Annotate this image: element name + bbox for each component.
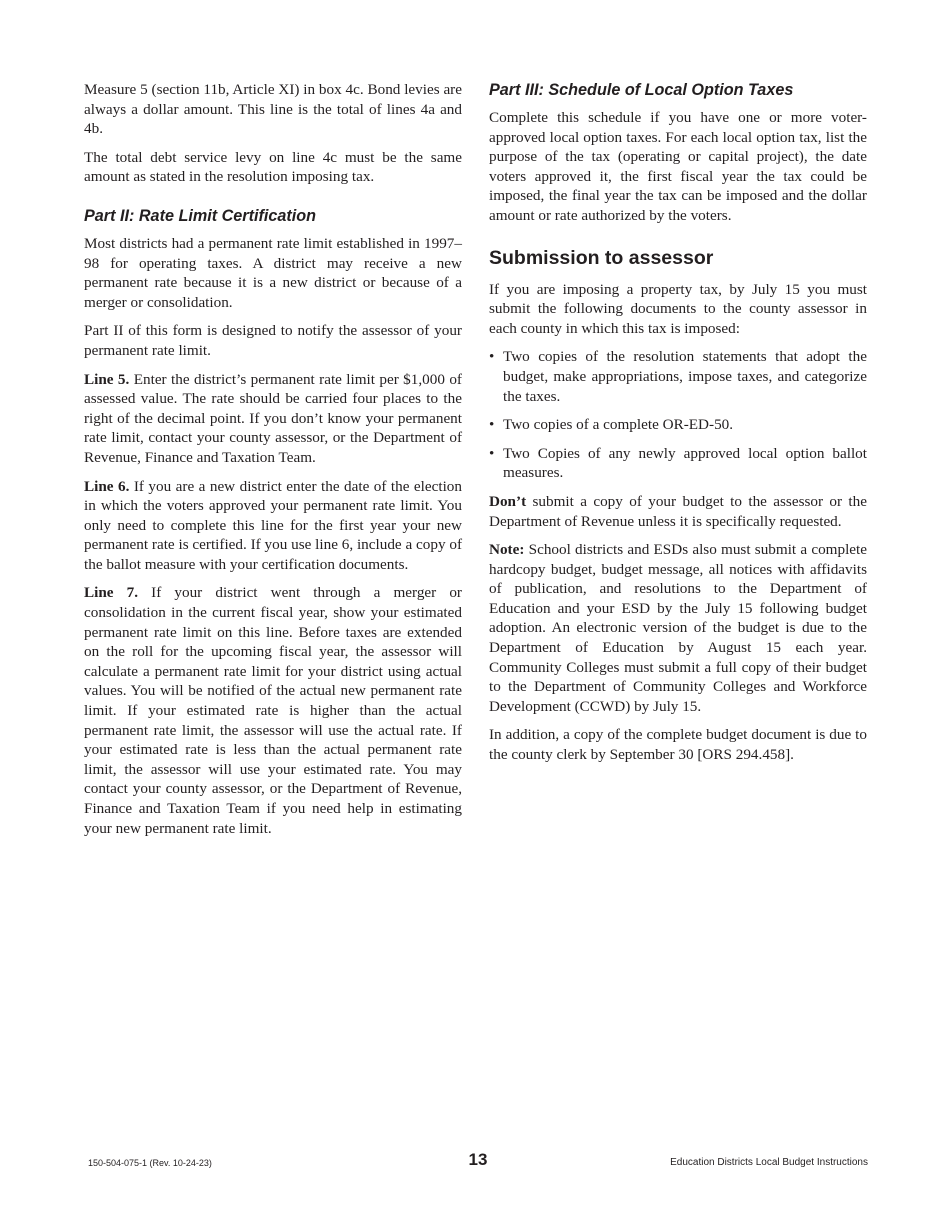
list-item: • Two copies of a complete OR-ED-50.	[489, 416, 734, 434]
part-3-heading: Part III: Schedule of Local Option Taxes	[489, 81, 794, 99]
line-7-label: Line 7.	[84, 584, 139, 602]
intro-paragraph-1: Measure 5 (section 11b, Article XI) in box 4c. Bond levies are always a dollar amount. This line is the total of lines 4a and 4b.	[84, 81, 462, 138]
part-2-paragraph-1: Most districts had a permanent rate limit established in 1997–98 for operating taxes. A district may receive a new permanent rate because it is a new district or because of a merger or consolidation.	[84, 234, 462, 311]
dont-text: submit a copy of your budget to the assessor or the Department of Revenue unless it is specifically requested.	[489, 492, 867, 530]
document-title: Education Districts Local Budget Instructions	[670, 1157, 868, 1168]
line-5-paragraph	[84, 370, 462, 468]
list-item: • Two copies of the resolution statements that adopt the budget, make appropriations, impose taxes, and categorize the taxes.	[489, 348, 867, 405]
list-item: • Two Copies of any newly approved local option ballot measures.	[489, 444, 867, 482]
bullet-icon: •	[489, 348, 495, 366]
line-7-paragraph	[84, 583, 462, 838]
line-6-text: If you are a new district enter the date of the election in which the voters approved your permanent rate limit. You only need to complete this line for the first year your new permanent rate is certified. If you use line 6, include a copy of the ballot measure with your certification documents.	[84, 477, 462, 573]
intro-paragraph-2: The total debt service levy on line 4c must be the same amount as stated in the resolution imposing tax.	[84, 148, 462, 186]
right-column	[489, 80, 867, 774]
bullet-icon: •	[489, 416, 495, 434]
page-number: 13	[468, 1150, 488, 1169]
form-number: 150-504-075-1 (Rev. 10-24-23)	[88, 1158, 212, 1168]
part-2-paragraph-2: Part II of this form is designed to notify the assessor of your permanent rate limit.	[84, 322, 462, 359]
note-paragraph	[489, 540, 867, 716]
submission-paragraph: If you are imposing a property tax, by July 15 you must submit the following documents to the county assessor in each county in which this tax is imposed:	[489, 280, 867, 337]
bullet-icon: •	[489, 444, 495, 462]
line-7-text: If your district went through a merger or consolidation in the current fiscal year, show your estimated permanent rate limit on this line. Before taxes are extended on the roll for the upcoming fiscal year, the assessor will calculate a permanent rate limit for your district using actual values. You will be notified of the actual new permanent rate limit. If your estimated rate is higher than the actual permanent rate limit, the assessor will use the actual rate. If your estimated rate is less than the actual permanent rate limit, the assessor will use your estimated rate. You may contact your county assessor, or the Department of Revenue, Finance and Taxation Team if you need help in estimating your new permanent rate limit.	[84, 584, 462, 837]
note-text: School districts and ESDs also must submit a complete hardcopy budget, budget message, all notices with affidavits of publication, and resolutions to the Department of Education and your ESD by the July 15 following budget adoption. An electronic version of the budget is due to the Department of Education by August 15 each year. Community Colleges must submit a full copy of their budget to the Department of Community Colleges and Workforce Development (CCWD) by July 15.	[489, 541, 867, 715]
part-2-heading: Part II: Rate Limit Certification	[84, 206, 317, 225]
submission-heading: Submission to assessor	[489, 246, 714, 269]
part-3-paragraph: Complete this schedule if you have one or more voter-approved local option taxes. For each local option tax, list the purpose of the tax (operating or capital project), the date voters approved it, the first fiscal year the tax could be imposed, the final year the tax can be imposed and the dollar amount or rate authorized by the voters.	[489, 109, 867, 224]
dont-paragraph	[489, 492, 867, 531]
submission-list	[489, 347, 867, 483]
note-label: Note:	[489, 541, 525, 559]
line-6-label: Line 6.	[84, 477, 130, 495]
page-footer	[88, 1150, 868, 1174]
line-5-text: Enter the district’s permanent rate limit per $1,000 of assessed value. The rate should be carried four places to the right of the decimal point. If you don’t know your permanent rate limit, contact your county assessor, or the Department of Revenue, Finance and Taxation Team.	[84, 370, 462, 466]
line-5-label: Line 5.	[84, 370, 130, 388]
line-6-paragraph	[84, 477, 462, 575]
final-paragraph: In addition, a copy of the complete budget document is due to the county clerk by September 30 [ORS 294.458].	[489, 726, 867, 764]
left-column	[84, 80, 462, 847]
dont-label: Don’t	[489, 492, 527, 510]
